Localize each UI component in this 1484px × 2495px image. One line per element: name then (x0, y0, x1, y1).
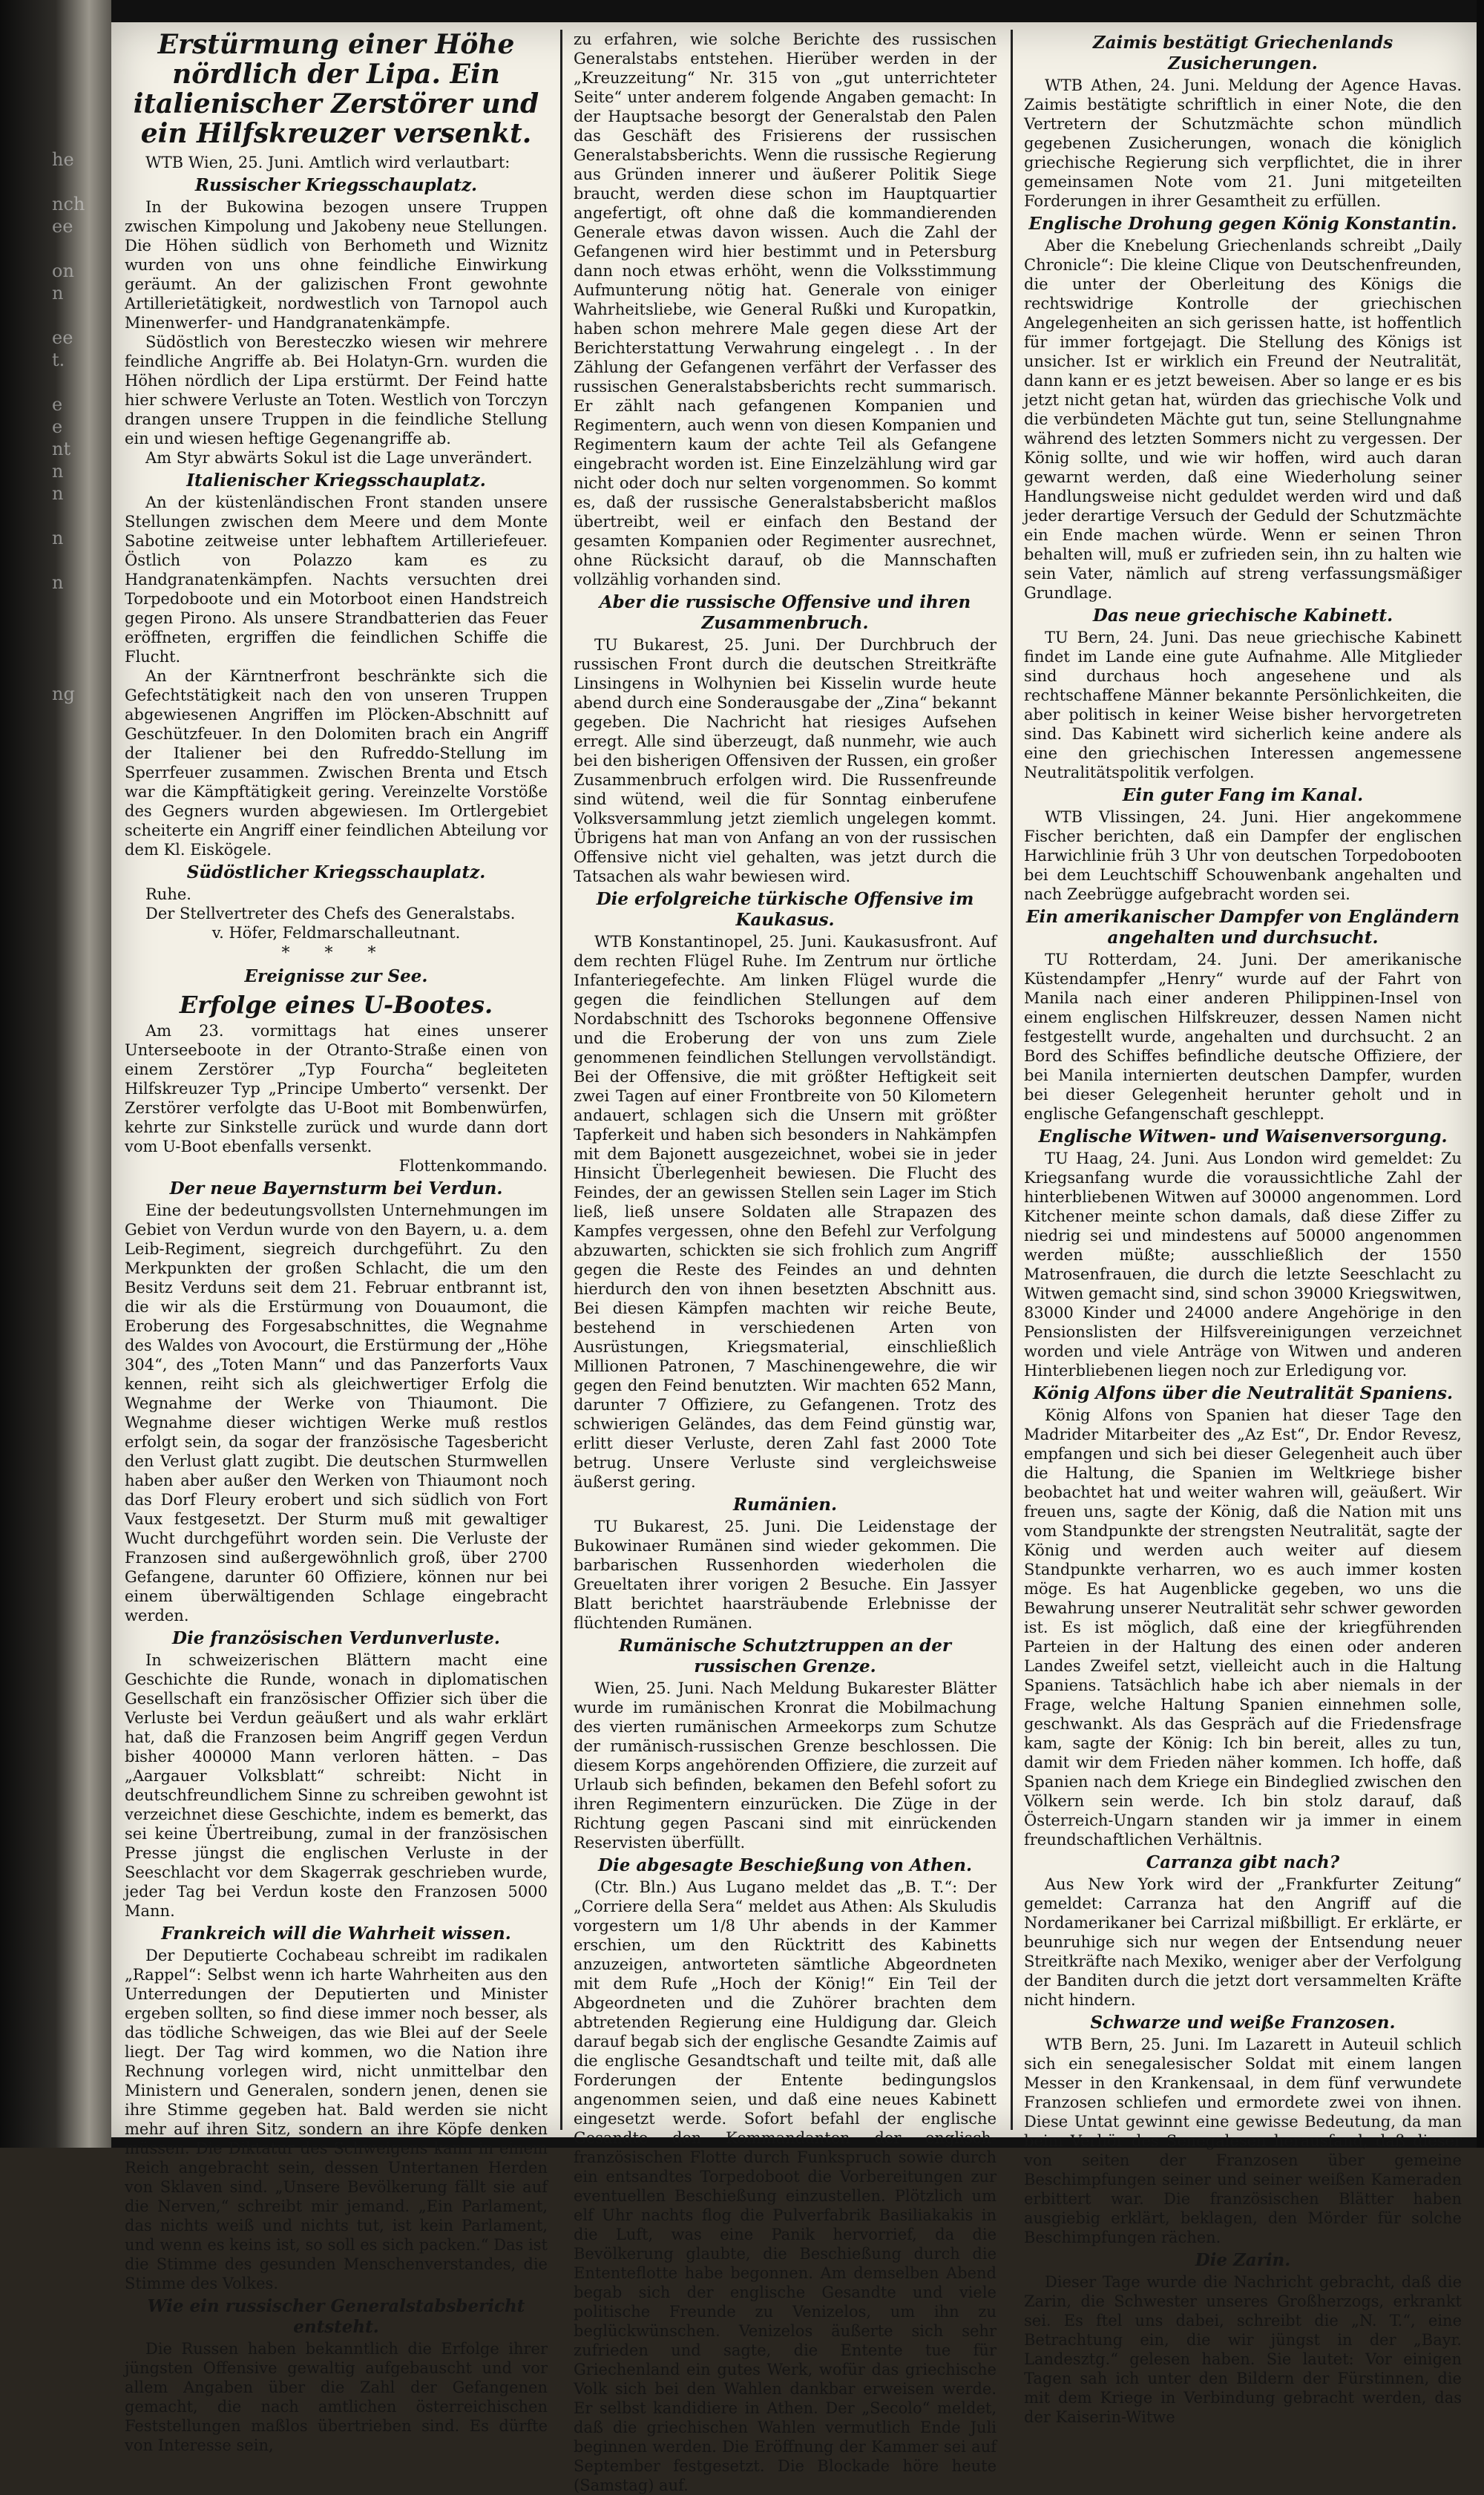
paragraph: An der küstenländischen Front standen unsere Stellungen zwischen dem Meere und dem Monte Sabotine zeitweise unter lebhaftem Artilleriefeuer. Östlich von Polazzo kam es zu Handgranatenkämpfen. Nachts versuchten drei Torpedoboote und ein Motorboot einen Handstreich gegen Pirono. Als unsere Strandbatterien das Feuer eröffneten, ergriffen die feindlichen Schiffe die Flucht. (125, 494, 548, 666)
signature: Flottenkommando. (398, 1157, 548, 1175)
paragraph: WTB Bern, 25. Juni. Im Lazarett in Auteuil schlich sich ein senegalesischer Soldat mit einem langen Messer in den Krankensaal, in dem fünf verwundete Franzosen schliefen und ermordete zwei von ihnen. Diese Untat gewinnt eine gewisse Bedeutung, da man beim Verhör des Senegalesen herausfand, daß dieser von seiten der Franzosen über gemeine Beschimpfungen seiner und seiner weißen Kameraden erbittert war. Die französischen Blätter haben ausgiebig erklärt, beklagen, den Mörder für solche Beschimpfungen rächen. (1024, 2036, 1462, 2246)
section-heading: Rumänische Schutztruppen an der russischen Grenze. (618, 1636, 952, 1676)
section-heading: Aber die russische Offensive und ihren Zusammenbruch. (599, 592, 971, 633)
page-edge (1477, 0, 1484, 2148)
newspaper-page (111, 22, 1477, 2494)
paragraph: Eine der bedeutungsvollsten Unternehmungen im Gebiet von Verdun wurde von den Bayern, u. a. dem Leib-Regiment, siegreich durchgeführt. Zu den Merkpunkten der großen Schlacht, die um den Besitz Verduns seit dem 21. Februar entbrannt ist, die wir als die Erstürmung von Douaumont, die Eroberung des Forgesabschnittes, die Wegnahme des Waldes von Avocourt, die Erstürmung der „Höhe 304“, des „Toten Mann“ und das Panzerforts Vaux kennen, reiht sich als gleichwertiger Erfolg die Wegnahme der Werke von Thiaumont. Die Wegnahme dieser wichtigen Werke muß restlos erfolgt sein, da sogar der französische Tagesbericht den Verlust glatt zugibt. Die deutschen Sturmwellen haben aber außer den Werken von Thiaumont noch das Dorf Fleury erobert und sich südlich von Fort Vaux festgesetzt. Der Sturm muß mit gewaltiger Wucht durchgeführt worden sein. Die Verluste der Franzosen sind außergewöhnlich groß, über 2700 Gefangene, darunter 60 Offiziere, können nur bei einem überwältigenden Schlage eingebracht werden. (125, 1201, 548, 1624)
section-heading: Englische Witwen- und Waisenversorgung. (1038, 1127, 1448, 1147)
binding-margin (0, 0, 111, 2148)
section-heading: Ein guter Fang im Kanal. (1122, 785, 1364, 805)
section-heading: Italienischer Kriegsschauplatz. (186, 471, 486, 491)
paragraph: Die Russen haben bekanntlich die Erfolge ihrer jüngsten Offensive gewaltig aufgebauscht und vor allem Angaben über die Zahl der Gefangenen gemacht, die nach amtlichen österreichischen Feststellungen maßlos übertrieben sind. Es dürfte von Interesse sein, (125, 2340, 548, 2454)
section-heading: Der neue Bayernsturm bei Verdun. (169, 1178, 503, 1199)
section-heading: Das neue griechische Kabinett. (1092, 606, 1393, 626)
section-heading: Wie ein russischer Generalstabsbericht entsteht. (147, 2296, 525, 2337)
paragraph: Wien, 25. Juni. Nach Meldung Bukarester Blätter wurde im rumänischen Kronrat die Mobilmachung des vierten rumänischen Armeekorps zum Schutze der rumänisch-russischen Grenze beschlossen. Die diesem Korps angehörenden Offiziere, die zurzeit auf Urlaub sich befinden, bekamen den Befehl sofort zu ihren Regimentern einzurücken. Die Züge in der Richtung gegen Pascani sind mit einrückenden Reservisten überfüllt. (574, 1679, 997, 1852)
paragraph: In schweizerischen Blättern macht eine Geschichte die Runde, wonach in diplomatischen Gesellschaft ein französischer Offizier sich über die Verluste bei Verdun geäußert und als wahr erklärt hat, daß die Franzosen beim Angriff gegen Verdun bisher 400000 Mann verloren hätten. – Das „Aargauer Volksblatt“ schreibt: Nicht in deutschfreundlichem Sinne zu schreiben gewohnt ist verzeichnet diese Geschichte, indem es bemerkt, das sei keine Übertreibung, zumal in der französischen Presse jüngst die englischen Verluste in der Seeschlacht vor dem Skagerrak geschrieben wurde, jeder Tag bei Verdun koste den Franzosen 5000 Mann. (125, 1651, 548, 1920)
section-heading: Die Zarin. (1195, 2250, 1291, 2270)
section-heading: Schwarze und weiße Franzosen. (1090, 2013, 1396, 2033)
paragraph: Aus New York wird der „Frankfurter Zeitung“ gemeldet: Carranza hat den Angriff auf die Nordamerikaner bei Carrizal mißbilligt. Er erklärte, er beunruhige sich nur wegen der Entsendung neuer Streitkräfte nach Mexiko, weniger aber der Verfolgung der Banditen durch die jetzt dort versammelten Kräfte nicht hindern. (1024, 1875, 1462, 2009)
signature: v. Höfer, Feldmarschalleutnant. (211, 924, 461, 942)
paragraph: TU Bern, 24. Juni. Das neue griechische Kabinett findet im Lande eine gute Aufnahme. Alle Mitglieder sind durchaus hoch angesehene und als rechtschaffene Männer bekannte Persönlichkeiten, die aber politisch in keiner Weise bisher hervorgetreten sind. Das Kabinett wird sicherlich keine andere als eine den griechischen Interessen angemessene Neutralitätspolitik verfolgen. (1024, 629, 1462, 781)
section-heading: Ein amerikanischer Dampfer von Engländern angehalten und durchsucht. (1025, 907, 1460, 948)
column-2 (574, 30, 997, 2494)
column-1 (125, 29, 548, 2454)
paragraph: Aber die Knebelung Griechenlands schreibt „Daily Chronicle“: Die kleine Clique von Deutschenfreunden, die unter der Oberleitung des Königs die rechtswidrige Kontrolle der griechischen Angelegenheiten an sich gerissen hatte, ist hoffentlich für immer fortgejagt. Die Stellung des Königs ist unsicher. Ist er wirklich ein Freund der Neutralität, dann kann er es jetzt beweisen. Aber so lange er es bis jetzt nicht getan hat, würden das griechische Volk und die verbündeten Mächte gut tun, seine Stellungnahme während des letzten Sommers nicht zu vergessen. Der König sollte, und wie wir hoffen, wird auch daran gewarnt werden, daß eine Wiederholung seiner Handlungsweise nicht geduldet werden wird und daß jeder derartige Versuch der Geduld der Schutzmächte ein Ende machen würde. Wenn er seinen Thron behalten will, muß er zufrieden sein, ihn zu halten wie sein Vater, nämlich auf streng verfassungsmäßiger Grundlage. (1024, 237, 1462, 602)
paragraph: In der Bukowina bezogen unsere Truppen zwischen Kimpolung und Jakobeny neue Stellungen. Die Höhen südlich von Berhometh und Wiznitz wurden von uns ohne feindliche Einwirkung geräumt. An der galizischen Front gewohnte Artillerietätigkeit, nordwestlich von Tarnopol auch Minenwerfer- und Handgranatenkämpfe. (125, 198, 548, 332)
section-heading: König Alfons über die Neutralität Spaniens. (1033, 1383, 1453, 1403)
paragraph: zu erfahren, wie solche Berichte des russischen Generalstabs entstehen. Hierüber werden in der „Kreuzzeitung“ Nr. 315 von „gut unterrichteter Seite“ unter anderem folgende Angaben gemacht: In der Hauptsache besorgt der Generalstab den Palen das Geschäft des Frisierens der russischen Generalstabsberichts. Wenn die russische Regierung aus Gründen innerer und äußerer Politik Siege braucht, werden diese schon im Hauptquartier angefertigt, oft ohne daß die kommandierenden Generale etwas davon wissen. Auch die Zahl der Gefangenen wird hier bestimmt und in Petersburg dann noch etwas erhöht, wenn die Volksstimmung Aufmunterung nötig hat. Generale von einiger Wahrheitsliebe, wie General Rußki und Kuropatkin, haben schon mehrere Male gegen diese Art der Berichterstattung Verwahrung eingelegt . . In der Zählung der Gefangenen verfährt der Verfasser des russischen Generalstabsberichts recht summarisch. Er zählt nach gefangenen Kompanien und Regimentern, auch wenn von diesen Kompanien und Regimentern kaum der achte Teil als Gefangene eingebracht worden ist. Eine Einzelzählung wird gar nicht oder doch nur selten vorgenommen. So kommt es, daß der russische Generalstabsbericht maßlos übertreibt, weil er einfach den Bestand der gesamten Kompanien oder Regimenter ausrechnet, ohne Rücksicht darauf, ob die Mannschaften vollzählig vorhanden sind. (574, 30, 997, 588)
paragraph: TU Rotterdam, 24. Juni. Der amerikanische Küstendampfer „Henry“ wurde auf der Fahrt von Manila nach einer anderen Philippinen-Insel von einem englischen Hilfskreuzer, dessen Namen nicht festgestellt wurde, angehalten und durchsucht. 2 an Bord des Schiffes befindliche deutsche Offiziere, der bei Manila internierten deutschen Dampfer, wurden bei dieser Gelegenheit herunter geholt und in englische Gefangenschaft geschleppt. (1024, 951, 1462, 1123)
section-heading: Ereignisse zur See. (244, 966, 428, 986)
section-heading: Die abgesagte Beschießung von Athen. (598, 1855, 972, 1875)
main-headline: Erstürmung einer Höhe nördlich der Lipa. Ein italienischer Zerstörer und ein Hilfskreuzer versenkt. (133, 29, 539, 149)
separator-stars: * * * (281, 944, 391, 963)
paragraph: Südöstlich von Beresteczko wiesen wir mehrere feindliche Angriffe ab. Bei Holatyn-Grn. wurden die Höhen nördlich der Lipa erstürmt. Der Feind hatte hier schwere Verluste an Toten. Westlich von Torczyn drangen unsere Truppen in die feindliche Stellung ein und wiesen heftige Gegenangriffe ab. (125, 333, 548, 447)
section-heading: Südöstlicher Kriegsschauplatz. (186, 862, 486, 882)
paragraph: WTB Konstantinopel, 25. Juni. Kaukasusfront. Auf dem rechten Flügel Ruhe. Im Zentrum nur örtliche Infanteriegefechte. Am linken Flügel wurde die gegen die feindlichen Stellungen auf dem Nordabschnitt des Tschoroks begonnene Offensive und die Eroberung der von uns zum Ziele genommenen feindlichen Stellungen vervollständigt. Bei der Offensive, die mit größter Heftigkeit seit zwei Tagen auf einer Frontbreite von 50 Kilometern andauert, schlagen sich die Unsern mit größter Tapferkeit und haben sich besonders in Nahkämpfen mit dem Bajonett ausgezeichnet, wobei sie in jeder Hinsicht Überlegenheit bewiesen. Die Flucht des Feindes, der an gewissen Stellen sein Lager im Stich ließ, ließ unsere Soldaten alle Strapazen des Kampfes vergessen, ohne den Befehl zur Verfolgung abzuwarten, schickten sie sich frohlich zum Angriff gegen die Reste des Feindes an und dehnten hierdurch den von ihnen besetzten Abschnitt aus. Bei diesen Kämpfen machten wir reiche Beute, bestehend in verschiedenen Arten von Ausrüstungen, Kriegsmaterial, einschließlich Millionen Patronen, 7 Maschinengewehre, die wir gegen den Feind benutzten. Wir machten 652 Mann, darunter 7 Offiziere, zu Gefangenen. Trotz des schwierigen Geländes, das dem Feind günstig war, erlitt dieser Verluste, deren Zahl fast 2000 Tote betrug. Unsere Verluste sind vergleichsweise äußerst gering. (574, 933, 997, 1491)
paragraph: Dieser Tage wurde die Nachricht gebracht, daß die Zarin, die Schwester unseres Großherzogs, erkrankt sei. Es ftel uns dabei, schreibt die „N. T.“, eine Betrachtung ein, die wir jüngst in der „Bayr. Landesztg.“ gelesen haben. Sie lautet: Vor einigen Tagen sah ich unter den Bildern der Fürstinnen, die mit dem Kriege in Verbindung gebracht werden, das der Kaiserin-Witwe (1024, 2273, 1462, 2426)
dateline: WTB Wien, 25. Juni. Amtlich wird verlautbart: (145, 154, 510, 171)
paragraph: An der Kärntnerfront beschränkte sich die Gefechtstätigkeit nach den von unseren Truppen abgewiesenen Angriffen im Plöcken-Abschnitt auf Geschützfeuer. In den Dolomiten brach ein Angriff der Italiener bei den Rufreddo-Stellung im Sperrfeuer zusammen. Zwischen Brenta und Etsch war die Kämpftätigkeit gering. Vereinzelte Vorstöße des Gegners wurden abgewiesen. Im Ortlergebiet scheiterte ein Angriff einer feindlichen Abteilung vor dem Kl. Eiskögele. (125, 667, 548, 859)
signature: Der Stellvertreter des Chefs des Generalstabs. (145, 905, 516, 922)
column-rule-2 (1011, 30, 1013, 2130)
article-headline: Erfolge eines U-Bootes. (179, 991, 493, 1019)
section-heading: Frankreich will die Wahrheit wissen. (161, 1924, 511, 1944)
section-heading: Die französischen Verdunverluste. (172, 1628, 500, 1648)
section-heading: Englische Drohung gegen König Konstantin. (1028, 214, 1457, 234)
paragraph: TU Haag, 24. Juni. Aus London wird gemeldet: Zu Kriegsanfang wurde die voraussichtliche Zahl der hinterbliebenen Witwen auf 30000 angenommen. Lord Kitchener meinte schon damals, daß diese Ziffer zu niedrig sei und mindestens auf 50000 angenommen werden müßte; ausschließlich der 1550 Matrosenfrauen, die durch die letzte Seeschlacht zu Witwen gemacht sind, sind schon 39000 Kriegswitwen, 83000 Kinder und 24000 andere Angehörige in den Pensionslisten der Hilfsvereinigungen verzeichnet worden und viele Anträge von Witwen und anderen Hinterbliebenen liegen noch zur Erledigung vor. (1024, 1150, 1462, 1380)
column-3 (1024, 30, 1462, 2426)
paragraph: Am 23. vormittags hat eines unserer Unterseeboote in der Otranto-Straße einen von einem Zerstörer „Typ Fourcha“ begleiteten Hilfskreuzer Typ „Principe Umberto“ versenkt. Der Zerstörer verfolgte das U-Boot mit Bombenwürfen, kehrte zur Sinkstelle zurück und wurde dann dort vom U-Boot ebenfalls versenkt. (125, 1022, 548, 1155)
paragraph: (Ctr. Bln.) Aus Lugano meldet das „B. T.“: Der „Corriere della Sera“ meldet aus Athen: Als Skuludis vorgestern um 1/8 Uhr abends in der Kammer erschien, um den Rücktritt des Kabinetts anzuzeigen, antworteten sämtliche Abgeordneten mit dem Rufe „Hoch der König!“ Ein Teil der Abgeordneten und die Zuhörer brachten dem abtretenden Regierung eine Huldigung dar. Gleich darauf begab sich der englische Gesandte Zaimis auf die englische Gesandtschaft und teilte mit, daß alle Forderungen der Entente bedingungslos angenommen seien, und daß eine neues Kabinett eingesetzt werde. Sofort befahl der englische Gesandte den Kommandanten der englisch-französischen Flotte durch Funkspruch sowie durch ein entsandtes Torpedoboot die Vorbereitungen zur eventuellen Beschießung einzustellen. Plötzlich um elf Uhr nachts flog die Pulverfabrik Basiliakakis in die Luft, was eine Panik hervorrief, da die Bevölkerung glaubte, die Beschießung durch die Ententeflotte habe begonnen. Am demselben Abend begab sich der englische Gesandte und viele politische Freunde zu Venizelos, um ihn zu beglückwünschen. Venizelos äußerte sich sehr zufrieden und sagte, die Entente tue für Griechenland ein gutes Werk, wofür das griechische Volk sich bei den Wahlen dankbar erweisen werde. Er selbst kandidiere in Athen. Der „Secolo“ meldet, daß die griechischen Wahlen vermutlich Ende Juli beginnen werden. Die Eröffnung der Kammer sei auf September festgesetzt. Die Blockade höre heute (Samstag) auf. (574, 1878, 997, 2494)
paragraph: TU Bukarest, 25. Juni. Die Leidenstage der Bukowinaer Rumänen sind wieder gekommen. Die barbarischen Russenhorden wiederholen die Greueltaten ihrer vorigen 2 Besuche. Ein Jassyer Blatt berichtet haarsträubende Erlebnisse der flüchtenden Rumänen. (574, 1518, 997, 1632)
section-heading: Russischer Kriegsschauplatz. (194, 175, 478, 195)
column-rule-1 (560, 30, 562, 2130)
section-heading: Die erfolgreiche türkische Offensive im Kaukasus. (596, 889, 974, 930)
paragraph: WTB Vlissingen, 24. Juni. Hier angekommene Fischer berichten, daß ein Dampfer der englischen Harwichlinie früh 3 Uhr von deutschen Torpedobooten bei dem Leuchtschiff Schouwenbank angehalten und nach Zeebrügge aufgebracht worden sei. (1024, 808, 1462, 903)
paragraph: WTB Athen, 24. Juni. Meldung der Agence Havas. Zaimis bestätigte schriftlich in einer Note, die den Vertretern der Schutzmächte schon mündlich gegebenen Zusicherungen, wonach die königlich griechische Regierung sich verpflichtet, die in ihrer gemeinsamen Note vom 21. Juni mitgeteilten Forderungen in ihrer Gesamtheit zu erfüllen. (1024, 76, 1462, 210)
paragraph: Am Styr abwärts Sokul ist die Lage unverändert. (145, 449, 533, 467)
section-heading: Zaimis bestätigt Griechenlands Zusicherungen. (1092, 33, 1393, 73)
margin-fragments: he nch ee on n ee t. e e nt n n n n ng (52, 149, 85, 704)
section-heading: Rumänien. (733, 1495, 837, 1515)
paragraph: Der Deputierte Cochabeau schreibt im radikalen „Rappel“: Selbst wenn ich harte Wahrheiten aus den Unterredungen der Deputierten und Minister ergeben sollten, so find diese immer noch besser, als das tödliche Schweigen, das wie Blei auf der Seele liegt. Der Tag wird kommen, wo die Nation ihre Rechnung vorlegen wird, nicht unmittelbar den Ministern und Generalen, sondern jenen, denen sie ihre Stimme gegeben hat. Bald werden sie nicht mehr auf ihren Sitz, sondern an ihre Köpfe denken müssen. Die Diktatur des Schweigens kann in einem Reich angebracht sein, dessen Untertanen Herden von Sklaven sind. „Unsere Bevölkerung fällt sie auf die Nerven,“ schreibt mir jemand. „Ein Parlament, das nichts weiß und nichts tut, ist kein Parlament, und wenn es keins ist, so soll es sich packen.“ Das ist die Stimme des gesunden Menschenverstandes, die Stimme des Volkes. (125, 1947, 548, 2292)
paragraph: TU Bukarest, 25. Juni. Der Durchbruch der russischen Front durch die deutschen Streitkräfte Linsingens in Wolhynien bei Kisselin wurde heute abend durch eine Sonderausgabe der „Zina“ bekannt gegeben. Die Nachricht hat riesiges Aufsehen erregt. Alle sind überzeugt, daß nunmehr, wie auch bei den bisherigen Offensiven der Russen, ein großer Zusammenbruch erfolgen wird. Die Russenfreunde sind wütend, weil die für Sonntag einberufene Volksversammlung jetzt ziemlich ungelegen kommt. Übrigens hat man von Anfang an von der russischen Offensive nicht viel gehalten, was jetzt durch die Tatsachen als wahr bewiesen wird. (574, 636, 997, 885)
section-heading: Carranza gibt nach? (1146, 1852, 1340, 1872)
paragraph: König Alfons von Spanien hat dieser Tage den Madrider Mitarbeiter des „Az Est“, Dr. Endor Revesz, empfangen und sich bei dieser Gelegenheit auch über die Haltung, die Spanien im Weltkriege bisher beobachtet hat und weiter wahren will, geäußert. Wir freuen uns, sagte der König, daß die Nation mit uns vom Standpunkte der strengsten Neutralität, sagte der König und werden auch weiter auf diesem Standpunkte verharren, wo es auch immer kosten möge. Es hat Augenblicke gegeben, wo uns die Bewahrung unserer Neutralität sehr schwer geworden ist. Es ist möglich, daß eine der kriegführenden Parteien in der Haltung des einen oder anderen Landes Zweifel setzt, vielleicht auch in die Haltung Spaniens. Tatsächlich habe ich aber niemals in der Frage, welche Haltung Spanien einnehmen solle, geschwankt. Als das Gespräch auf die Friedensfrage kam, sagte der König: Ich bin bereit, alles zu tun, damit wir dem Frieden näher kommen. Ich hoffe, daß Spanien nach dem Kriege ein Bindeglied zwischen den Völkern sein werde. Ich bin stolz darauf, daß Österreich-Ungarn standen wir ja immer in einem freundschaftlichen Verhältnis. (1024, 1406, 1462, 1849)
paragraph: Ruhe. (145, 885, 191, 903)
